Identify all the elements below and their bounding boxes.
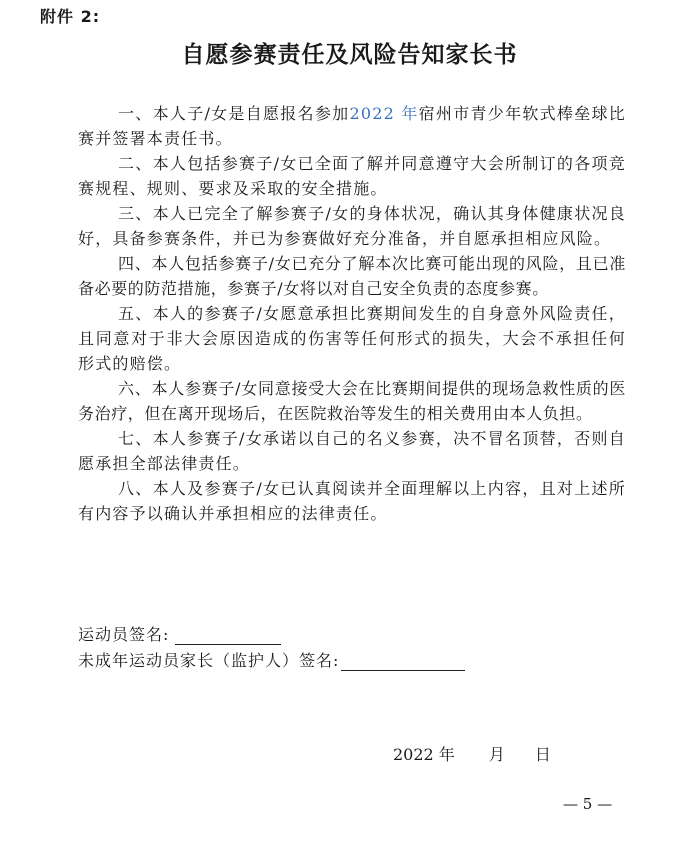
clause-1-year: 2022 年 — [349, 104, 419, 123]
athlete-signature-row — [78, 622, 281, 645]
signing-date — [393, 742, 551, 765]
attachment-label: 附件 2: — [40, 7, 101, 26]
clause-5: 五、本人的参赛子/女愿意承担比赛期间发生的自身意外风险责任，且同意对于非大会原因造成的伤害等任何形式的损失，大会不承担任何形式的赔偿。 — [78, 304, 626, 373]
clause-8: 八、本人及参赛子/女已认真阅读并全面理解以上内容，且对上述所有内容予以确认并承担相应的法律责任。 — [78, 479, 626, 523]
page-number: — 5 — — [563, 795, 613, 813]
date-year: 2022 年 — [393, 745, 455, 764]
clause-1-after: 宿州市青少年软式棒垒球比赛并签署本责任书。 — [78, 104, 626, 148]
clause-7: 七、本人参赛子/女承诺以自己的名义参赛，决不冒名顶替，否则自愿承担全部法律责任。 — [78, 429, 626, 473]
athlete-signature-label: 运动员签名: — [78, 625, 170, 644]
clause-4: 四、本人包括参赛子/女已充分了解本次比赛可能出现的风险，且已准备必要的防范措施，参赛子/女将以对自己安全负责的态度参赛。 — [78, 254, 626, 298]
guardian-signature-label: 未成年运动员家长（监护人）签名: — [78, 651, 340, 670]
guardian-signature-line[interactable] — [341, 652, 465, 671]
document-title: 自愿参赛责任及风险告知家长书 — [181, 42, 518, 68]
clause-6: 六、本人参赛子/女同意接受大会在比赛期间提供的现场急救性质的医务治疗，但在离开现场后，在医院救治等发生的相关费用由本人负担。 — [78, 379, 626, 423]
athlete-signature-line[interactable] — [175, 626, 281, 645]
clause-1-before: 一、本人子/女是自愿报名参加 — [118, 104, 350, 123]
clause-2: 二、本人包括参赛子/女已全面了解并同意遵守大会所制订的各项竞赛规程、规则、要求及采取的安全措施。 — [78, 154, 626, 198]
guardian-signature-row — [78, 648, 465, 671]
date-day: 日 — [534, 745, 551, 764]
clause-3: 三、本人已完全了解参赛子/女的身体状况，确认其身体健康状况良好，具备参赛条件，并已为参赛做好充分准备，并自愿承担相应风险。 — [78, 204, 626, 248]
clause-1 — [78, 101, 626, 151]
document-body — [78, 101, 626, 526]
date-month: 月 — [488, 745, 505, 764]
